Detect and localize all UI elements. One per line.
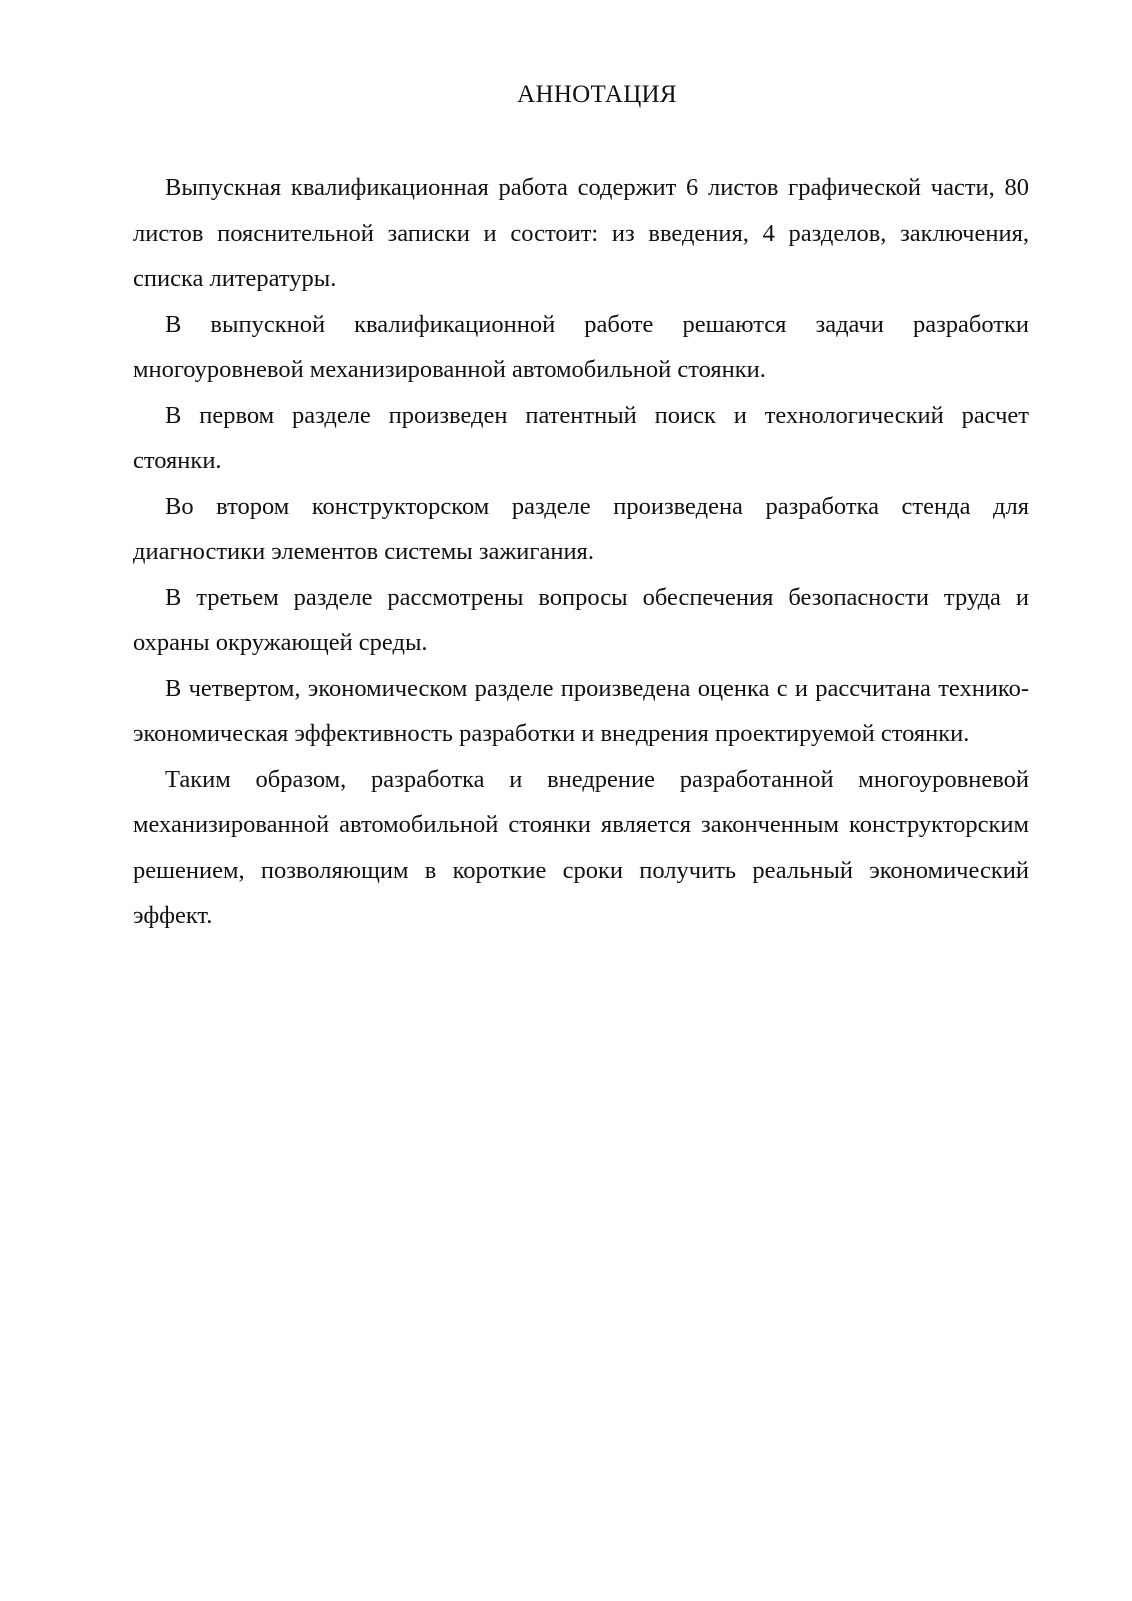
annotation-body <box>133 165 1029 939</box>
paragraph-section-1: В первом разделе произведен патентный поиск и технологический расчет стоянки. <box>133 401 1029 474</box>
paragraph-section-2: Во втором конструкторском разделе произведена разработка стенда для диагностики элементов системы зажигания. <box>133 492 1029 565</box>
paragraph-conclusion: Таким образом, разработка и внедрение разработанной многоуровневой механизированной автомобильной стоянки является законченным конструкторским решением, позволяющим в короткие сроки получить реальный экономический эффект. <box>133 765 1029 929</box>
paragraph-overview: Выпускная квалификационная работа содержит 6 листов графической части, 80 листов пояснительной записки и состоит: из введения, 4 разделов, заключения, списка литературы. <box>133 174 1029 292</box>
paragraph-section-3: В третьем разделе рассмотрены вопросы обеспечения безопасности труда и охраны окружающей среды. <box>133 583 1029 656</box>
page-title: АННОТАЦИЯ <box>517 81 677 108</box>
paragraph-section-4: В четвертом, экономическом разделе произведена оценка с и рассчитана технико-экономическая эффективность разработки и внедрения проектируемой стоянки. <box>133 674 1029 747</box>
paragraph-objective: В выпускной квалификационной работе решаются задачи разработки многоуровневой механизированной автомобильной стоянки. <box>133 310 1029 383</box>
